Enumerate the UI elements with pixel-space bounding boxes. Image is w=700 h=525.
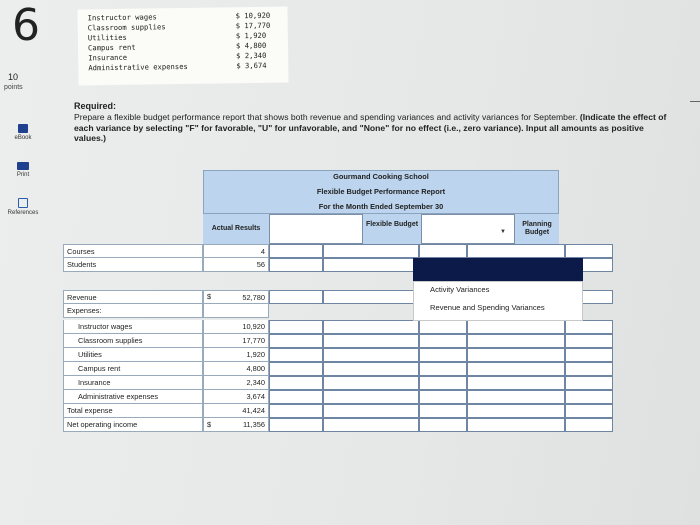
references-icon [18, 198, 28, 208]
given-amount: $ 2,340 [236, 50, 267, 61]
question-number: 6 [12, 0, 40, 51]
report-input-cell[interactable] [323, 418, 419, 432]
required-heading: Required: [74, 101, 117, 111]
report-input-cell[interactable] [269, 362, 323, 376]
report-input-cell[interactable] [467, 376, 565, 390]
report-input-cell[interactable] [565, 320, 613, 334]
actual-value: 41,424 [203, 404, 269, 418]
row-label: Total expense [63, 404, 203, 418]
report-input-cell[interactable] [323, 376, 419, 390]
given-label: Instructor wages [87, 12, 157, 23]
report-input-cell[interactable] [269, 320, 323, 334]
row-label: Administrative expenses [63, 390, 203, 404]
given-amount: $ 4,800 [235, 40, 267, 51]
row-label: Expenses: [63, 304, 203, 318]
row-label: Instructor wages [63, 320, 203, 334]
report-input-cell[interactable] [323, 362, 419, 376]
report-input-cell[interactable] [419, 320, 467, 334]
variance-dropdown-menu [413, 281, 583, 321]
required-instructions [74, 112, 674, 144]
given-amount: $ 17,770 [235, 20, 271, 31]
report-input-cell[interactable] [565, 418, 613, 432]
variance-header-input[interactable] [269, 214, 363, 244]
report-input-cell[interactable] [269, 348, 323, 362]
actual-value: 52,780 [203, 290, 269, 304]
report-input-cell[interactable] [323, 320, 419, 334]
report-period: For the Month Ended September 30 [318, 202, 444, 211]
given-row [78, 61, 288, 74]
actual-value: 11,356 [203, 418, 269, 432]
dropdown-highlight[interactable] [413, 258, 583, 282]
row-label: Revenue [63, 290, 203, 304]
report-input-cell[interactable] [269, 404, 323, 418]
given-label: Utilities [87, 32, 127, 43]
col-planning-budget: Planning Budget [522, 221, 552, 236]
given-label: Campus rent [87, 42, 136, 53]
col-flexible-budget: Flexible Budget [365, 221, 419, 228]
report-input-cell[interactable] [323, 334, 419, 348]
given-amount: $ 3,674 [236, 60, 267, 71]
report-input-cell[interactable] [419, 334, 467, 348]
actual-value: 4 [203, 244, 269, 258]
actual-value [203, 304, 269, 318]
report-input-cell[interactable] [269, 290, 323, 304]
row-label: Campus rent [63, 362, 203, 376]
report-input-cell[interactable] [323, 390, 419, 404]
actual-value: 1,920 [203, 348, 269, 362]
report-input-cell[interactable] [467, 404, 565, 418]
option-activity-variances[interactable]: Activity Variances [430, 285, 490, 294]
given-data-block [77, 7, 288, 86]
instructions-plain: Prepare a flexible budget performance report that shows both revenue and spending variances and activity variances for September. [74, 112, 578, 122]
report-input-cell[interactable] [323, 290, 419, 304]
points-value: 10 [8, 72, 19, 82]
actual-value: 56 [203, 258, 269, 272]
chevron-down-icon[interactable]: ▼ [500, 229, 506, 235]
report-input-cell[interactable] [323, 244, 419, 258]
references-label: References [7, 210, 39, 216]
report-input-cell[interactable] [565, 390, 613, 404]
report-input-cell[interactable] [467, 362, 565, 376]
row-label: Classroom supplies [63, 334, 203, 348]
ebook-label: eBook [14, 135, 32, 141]
book-icon [18, 124, 28, 133]
row-label: Net operating income [63, 418, 203, 432]
report-input-cell[interactable] [269, 258, 323, 272]
report-input-cell[interactable] [269, 418, 323, 432]
row-label: Utilities [63, 348, 203, 362]
actual-value: 4,800 [203, 362, 269, 376]
print-label: Print [16, 172, 30, 178]
report-input-cell[interactable] [323, 348, 419, 362]
report-input-cell[interactable] [419, 390, 467, 404]
actual-value: 10,920 [203, 320, 269, 334]
scroll-marker [690, 101, 700, 102]
report-input-cell[interactable] [269, 334, 323, 348]
report-input-cell[interactable] [419, 376, 467, 390]
report-input-cell[interactable] [565, 376, 613, 390]
instructions-bold: (Indicate the effect of each variance by selecting "F" for favorable, "U" for unfavorable, and "None" for no effect (i.e., zero variance). Input all amounts as positive values.) [74, 112, 667, 143]
report-input-cell[interactable] [467, 390, 565, 404]
report-company: Gourmand Cooking School [333, 172, 429, 181]
report-input-cell[interactable] [323, 258, 419, 272]
ebook-link[interactable] [6, 124, 40, 141]
printer-icon [17, 162, 29, 170]
report-input-cell[interactable] [323, 404, 419, 418]
given-label: Insurance [88, 52, 128, 63]
option-revenue-spending-variances[interactable]: Revenue and Spending Variances [430, 303, 545, 312]
report-title: Flexible Budget Performance Report [316, 187, 446, 196]
actual-value: 17,770 [203, 334, 269, 348]
given-label: Classroom supplies [87, 22, 166, 33]
actual-value: 3,674 [203, 390, 269, 404]
report-input-cell[interactable] [565, 362, 613, 376]
report-input-cell[interactable] [419, 418, 467, 432]
references-link[interactable] [6, 198, 40, 216]
report-input-cell[interactable] [419, 404, 467, 418]
given-amount: $ 1,920 [235, 30, 267, 41]
dollar-sign: $ [207, 420, 212, 429]
report-input-cell[interactable] [419, 362, 467, 376]
points-label: points [4, 84, 23, 91]
report-input-cell[interactable] [565, 404, 613, 418]
report-input-cell[interactable] [467, 334, 565, 348]
print-link[interactable] [6, 162, 40, 178]
col-actual-results: Actual Results [211, 225, 261, 232]
report-input-cell[interactable] [269, 376, 323, 390]
given-label: Administrative expenses [88, 61, 188, 73]
given-amount: $ 10,920 [235, 10, 271, 21]
report-input-cell[interactable] [419, 244, 467, 258]
report-input-cell[interactable] [467, 244, 565, 258]
row-label: Students [63, 258, 203, 272]
report-input-cell[interactable] [565, 348, 613, 362]
report-input-cell[interactable] [467, 320, 565, 334]
report-input-cell[interactable] [565, 244, 613, 258]
report-input-cell[interactable] [269, 390, 323, 404]
report-input-cell[interactable] [565, 334, 613, 348]
row-label: Insurance [63, 376, 203, 390]
actual-value: 2,340 [203, 376, 269, 390]
report-input-cell[interactable] [467, 418, 565, 432]
report-input-cell[interactable] [419, 348, 467, 362]
dollar-sign: $ [207, 292, 212, 301]
report-input-cell[interactable] [269, 244, 323, 258]
report-input-cell[interactable] [467, 348, 565, 362]
row-label: Courses [63, 244, 203, 258]
